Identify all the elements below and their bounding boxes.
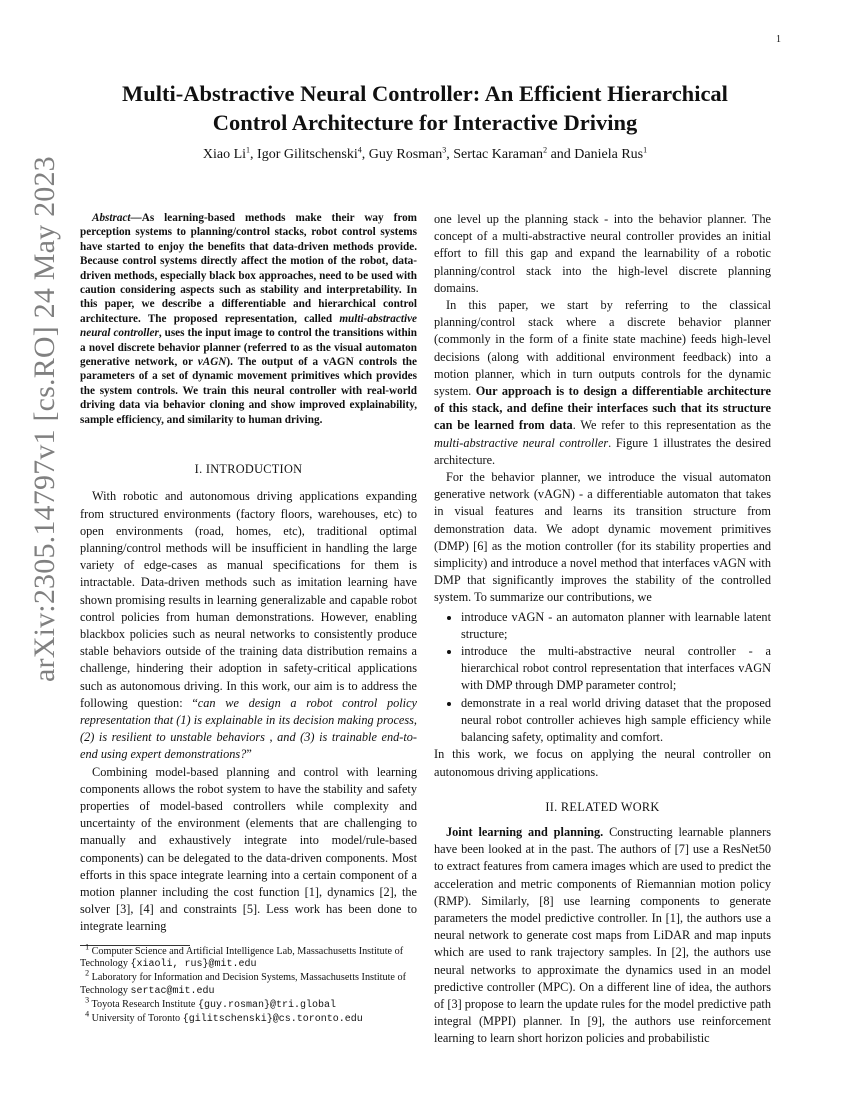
paragraph-lead: Joint learning and planning.	[446, 824, 604, 839]
footnotes	[80, 942, 417, 1027]
footnote-text: Toyota Research Institute	[91, 998, 198, 1010]
footnote-email[interactable]: {gilitschenski}@cs.toronto.edu	[182, 1013, 363, 1025]
paragraph: Combining model-based planning and control with learning components allows the robot system to have the stability and safety properties of model-based controllers while complexity and uncertainty of the environment (elements that are challenging to manually and exhaustively integrate into model/rule-based components) can be delegated to the data-driven components. Most efforts in this space integrate learning into a certain component of a motion planner including the cost function [1], dynamics [2], the solver [3], [4] and constraints [5]. Less work has been done to integrate learning	[80, 764, 417, 934]
title-line-1: Multi-Abstractive Neural Controller: An Efficient Hierarchical	[122, 81, 728, 106]
title-line-2: Control Architecture for Interactive Driving	[212, 110, 638, 135]
right-column	[434, 211, 771, 1048]
author-conjunction: and	[547, 147, 575, 162]
section-heading-related-work: II. RELATED WORK	[545, 799, 660, 814]
paragraph-text: . We refer to this representation as the	[572, 418, 772, 433]
abstract-text: ). The output of a vAGN controls the parameters of a set of dynamic movement primitives which provides the system controls. We train this neural controller with real-world driving data via behavior cloning and show improved explainability, sample efficiency, and similarity to human driving.	[80, 356, 417, 426]
author-name: Guy Rosman	[368, 147, 443, 162]
author-name: Xiao Li	[202, 147, 247, 162]
paragraph: In this work, we focus on applying the neural controller on autonomous driving applications.	[434, 747, 771, 779]
author-name: Igor Gilitschenski	[257, 147, 358, 162]
footnote-email[interactable]: {xiaoli, rus}@mit.edu	[130, 959, 257, 971]
footnote	[80, 968, 417, 999]
key-statement: Our approach is to design a differentiable architecture of this stack, and define their interfaces such that its structure can be learned from data	[434, 384, 771, 433]
paper-title	[80, 79, 770, 137]
footnote-email[interactable]: sertac@mit.edu	[130, 985, 215, 997]
contributions-list	[434, 609, 771, 747]
paragraph: For the behavior planner, we introduce the visual automaton generative network (vAGN) - a differentiable automaton that takes in visual features and learns its transition structure from demonstration data. We adopt dynamic movement primitives (DMP) [6] as the motion controller (for its stability properties and simplicity) and introduce a novel method that interfaces vAGN with DMP that significantly improves the stability of the controlled system. To summarize our contributions, we	[434, 470, 771, 605]
paragraph-text: . Figure 1 illustrates the desired architecture.	[434, 435, 771, 467]
author-separator: ,	[361, 147, 369, 162]
list-item: • introduce vAGN - an automaton planner with learnable latent structure;	[461, 609, 771, 643]
abstract	[80, 211, 417, 427]
author-name: Sertac Karaman	[453, 147, 544, 162]
author-name: Daniela Rus	[574, 147, 644, 162]
author-affiliation: 1	[643, 145, 648, 155]
paragraph-text: With robotic and autonomous driving applications expanding from structured environments (factory floors, warehouses, etc) to open environments (road, homes, etc), traditional optimal planning/control methods will be insufficient in handling the large variety of edge-cases as manual specifications for them is intractable. Data-driven methods such as imitation learning have shown promising results in learning generalizable and capable robot control policies from human demonstrations. However, enabling blackbox policies such as neural networks to consistently produce stable behaviors outside of the training data distribution remains a challenge, hindering their adoption in safety-critical applications such as autonomous driving. In this work, our aim is to address the following question: “	[80, 489, 417, 710]
author-affiliation: 4	[357, 145, 362, 155]
footnote	[80, 1009, 417, 1027]
author-affiliation: 1	[246, 145, 251, 155]
abstract-dash: —	[130, 212, 142, 224]
paragraph-text: In this paper, we start by referring to the classical planning/control stack where a discrete behavior planner (commonly in the form of a finite state machine) feeds high-level decisions (along with additional environment feedback) into a motion planner, which in turn outputs controls for the dynamic system.	[434, 298, 771, 399]
author-affiliation: 2	[543, 145, 548, 155]
abstract-text: As learning-based methods make their way from perception systems to planning/control stacks, robot control systems have started to enjoy the benefits that data-driven methods provide. Because control systems directly affect the motion of the robot, data-driven methods, especially black box approaches, need to be used with caution considering aspects such as stability and interpretability. In this paper, we describe a differentiable and hierarchical control architecture. The proposed representation, called	[80, 212, 417, 325]
list-item: • demonstrate in a real world driving dataset that the proposed neural robot controller achieves high sample efficiency while balancing safety, optimality and comfort.	[461, 695, 771, 747]
research-question: can we design a robot control policy representation that (1) is explainable in its decision making process, (2) is resilient to unstable behaviors , and (3) is trainable end-to-end using expert demonstrations?	[80, 695, 417, 762]
footnote-number: 4	[85, 1009, 90, 1019]
term: multi-abstractive neural controller	[434, 435, 609, 450]
footnote-text: Laboratory for Information and Decision Systems, Massachusetts Institute of Technology	[80, 972, 406, 996]
footnote	[80, 942, 417, 973]
paragraph	[80, 488, 417, 763]
footnote-number: 2	[85, 968, 90, 978]
author-affiliation: 3	[442, 145, 447, 155]
abstract-term: multi-abstractive neural controller	[80, 312, 417, 340]
left-column	[80, 211, 417, 1026]
paragraph	[434, 824, 771, 1048]
author-separator: ,	[250, 147, 258, 162]
paragraph: one level up the planning stack - into the behavior planner. The concept of a multi-abstractive neural controller provides an initial effort to fill this gap and expand the learnability of a robotic planning/control stack into the high-level discrete planning domains.	[434, 212, 771, 295]
author-list	[80, 147, 770, 163]
section-heading-introduction: I. INTRODUCTION	[194, 462, 303, 477]
footnote-number: 3	[85, 995, 90, 1005]
author-separator: ,	[446, 147, 454, 162]
abstract-text: , uses the input image to control the transitions within a novel discrete behavior planner (referred to as the visual automaton generative network, or	[80, 327, 417, 369]
footnote	[80, 995, 417, 1013]
page-number: 1	[776, 34, 781, 45]
paragraph	[434, 297, 771, 469]
paragraph-text: Constructing learnable planners have been looked at in the past. The authors of [7] use a ResNet50 to extract features from camera images which are used to predict the acceleration and metric components of Riemannian motion policy (RMP). Similarly, [8] use learning components to generate parameters the model predictive controller. In [1], the authors use a neural network to generate cost maps from LiDAR and map inputs which are used to rank trajectory samples. In [2], the authors use neural networks to approximate the dynamics used in an model predictive controller (MPC). On a different line of idea, the authors of [3] propose to learn the update rules for the model predictive path integral (MPPI) planner. In [9], the authors use reinforcement learning to learn short horizon policies and probabilistic	[434, 824, 771, 1046]
paragraph-text: ”	[246, 747, 252, 762]
abstract-term: vAGN	[197, 356, 227, 369]
footnote-text: Computer Science and Artificial Intelligence Lab, Massachusetts Institute of Technology	[80, 945, 404, 970]
footnote-number: 1	[85, 942, 90, 952]
footnote-email[interactable]: {guy.rosman}@tri.global	[197, 999, 337, 1011]
arxiv-stamp[interactable]: arXiv:2305.14797v1 [cs.RO] 24 May 2023	[28, 156, 61, 682]
footnote-text: University of Toronto	[91, 1012, 183, 1024]
list-item: • introduce the multi-abstractive neural controller - a hierarchical robot control representation that interfaces vAGN with DMP through DMP parameter control;	[461, 643, 771, 695]
abstract-label: Abstract	[92, 212, 131, 224]
